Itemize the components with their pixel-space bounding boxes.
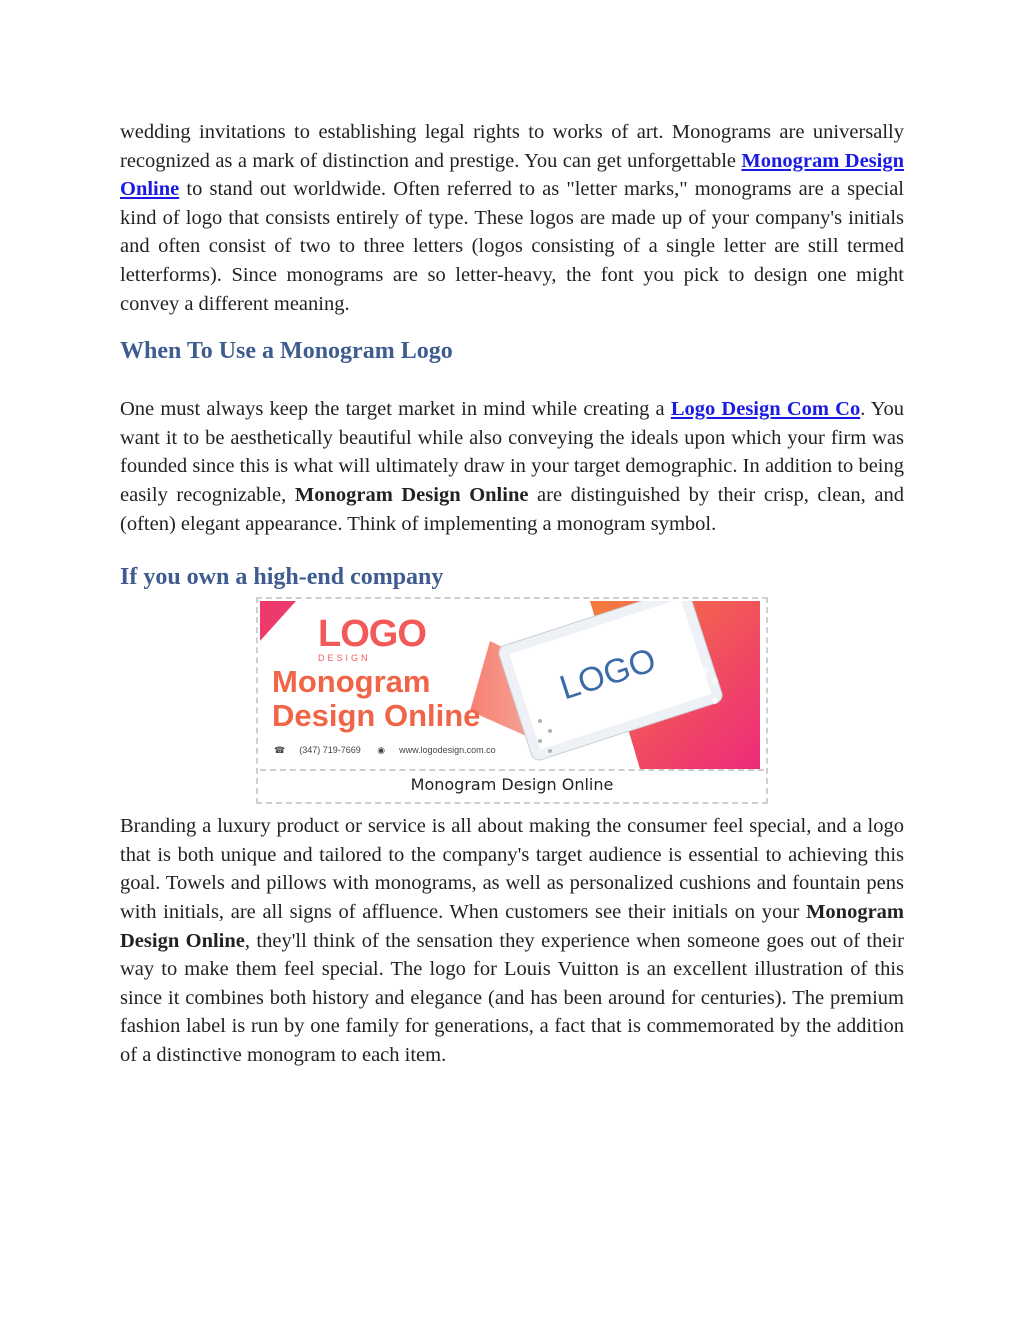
section-heading-high-end: If you own a high-end company [120, 564, 444, 591]
corner-shape [260, 601, 296, 641]
screen-logo-text: LOGO [555, 641, 661, 708]
monogram-design-online-link[interactable]: Monogram Design Online [120, 149, 904, 201]
section-heading-when-to-use: When To Use a Monogram Logo [120, 338, 453, 365]
phone-icon: ☎ [274, 745, 286, 756]
paragraph-branding [120, 812, 904, 1069]
paragraph-text: , they'll think of the sensation they experience when someone goes out of their way to make them feel special. The logo for Louis Vuitton is an excellent illustration of this since it combines both history and elegance (and has been around for centuries). The premium fashion label is run by one family for generations, a fact that is commemorated by the addition of a distinctive monogram to each item. [120, 929, 904, 1066]
banner-logo: LOGO [318, 613, 426, 656]
document-page [120, 118, 904, 1069]
banner-logo-subtitle: DESIGN [318, 653, 371, 664]
paragraph-text: wedding invitations to establishing legal rights to works of art. Monograms are universally recognized as a mark of distinction and prestige. You can get unforgettable [120, 121, 904, 172]
banner-website: www.logodesign.com.co [399, 745, 496, 756]
paragraph-text: are distinguished by their crisp, clean, and (often) elegant appearance. Think of implementing a monogram symbol. [120, 483, 904, 535]
paragraph-text: One must always keep the target market in mind while creating a [120, 398, 671, 421]
figure-caption: Monogram Design Online [260, 769, 764, 800]
paragraph-intro [120, 118, 904, 318]
paragraph-text: Branding a luxury product or service is all about making the consumer feel special, and a logo that is both unique and tailored to the company's target audience is essential to achieving this goal. Towels and pillows with monograms, as well as personalized cushions and fountain pens with initials, are all signs of affluence. When customers see their initials on your [120, 815, 904, 923]
figure [256, 597, 768, 804]
paragraph-text: . You want it to be aesthetically beautiful while also conveying the ideals upon which your firm was founded since this is what will ultimately draw in your target demographic. In addition to being easily recognizable, [120, 398, 904, 506]
banner-title-line: Design Online [272, 698, 481, 734]
bold-keyword: Monogram Design Online [294, 483, 529, 506]
banner-image [260, 601, 760, 769]
globe-icon: ◉ [377, 745, 386, 756]
logo-design-com-co-link[interactable]: Logo Design Com Co [670, 398, 861, 421]
bold-keyword: Monogram Design Online [120, 900, 904, 952]
banner-contact [274, 745, 510, 756]
banner-title-line: Monogram [272, 664, 431, 700]
paragraph-text: to stand out worldwide. Often referred to as "letter marks," monograms are a special kind of logo that consists entirely of type. These logos are made up of your company's initials and often consist of two to three letters (logos consisting of a single letter are still termed letterforms). Since monograms are so letter-heavy, the font you pick to design one might convey a different meaning. [120, 178, 904, 315]
paragraph-when-to-use [120, 395, 904, 538]
banner-phone: (347) 719-7669 [299, 745, 361, 756]
banner-title [272, 665, 480, 733]
